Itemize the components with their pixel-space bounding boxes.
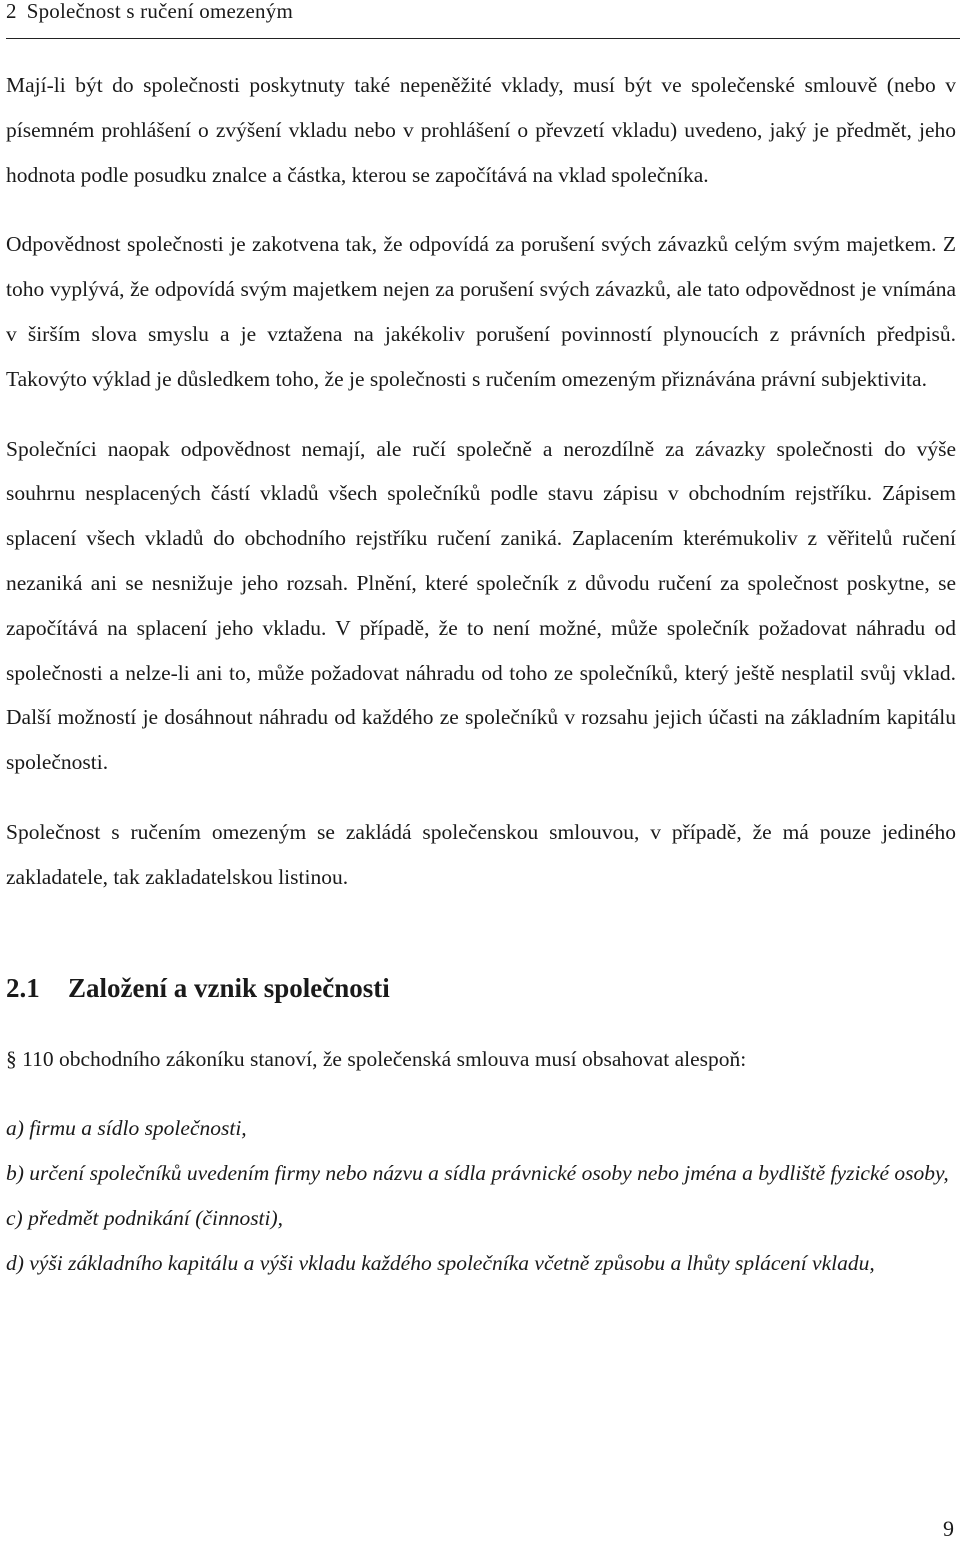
section-number: 2.1 bbox=[6, 972, 40, 1003]
page-number: 9 bbox=[943, 1516, 954, 1541]
chapter-title: Společnost s ručení omezeným bbox=[26, 0, 293, 23]
list-item-d: d) výši základního kapitálu a výši vkladu každého společníka včetně způsobu a lhůty splácení vkladu, bbox=[6, 1250, 875, 1275]
paragraph-partners-guarantee: Společníci naopak odpovědnost nemají, ale ručí společně a nerozdílně za závazky společnosti do výše souhrnu nesplacených částí vkladů všech společníků podle stavu zápisu v obchodním rejstříku. Zápisem splacení všech vkladů do obchodního rejstříku ručení zaniká. Zaplacením kterémukoliv z věřitelů ručení nezaniká ani se nesnižuje jeho rozsah. Plnění, které společník z důvodu ručení za společnost poskytne, se započítává na splacení jeho vkladu. V případě, že to není možné, může společník požadovat náhradu od společnosti a nelze-li ani to, může požadovat náhradu od toho ze společníků, který ještě nesplatil svůj vklad. Další možností je dosáhnout náhradu od každého ze společníků v rozsahu jejich účasti na základním kapitálu společnosti. bbox=[6, 436, 956, 775]
paragraph-non-monetary-contributions: Mají-li být do společnosti poskytnuty také nepeněžité vklady, musí být ve společenské smlouvě (nebo v písemném prohlášení o zvýšení vkladu nebo v prohlášení o převzetí vkladu) uvedeno, jaký je předmět, jeho hodnota podle posudku znalce a částka, kterou se započítává na vklad společníka. bbox=[6, 73, 956, 187]
paragraph-company-liability: Odpovědnost společnosti je zakotvena tak, že odpovídá za porušení svých závazků celým svým majetkem. Z toho vyplývá, že odpovídá svým majetkem nejen za porušení svých závazků, ale tato odpovědnost je vnímána v širším slova smyslu a je vztažena na jakékoliv porušení povinností plynoucích z právních předpisů. Takovýto výklad je důsledkem toho, že je společnosti s ručením omezeným přiznávána právní subjektivita. bbox=[6, 232, 956, 391]
list-item-c: c) předmět podnikání (činnosti), bbox=[6, 1205, 284, 1230]
section-title: Založení a vznik společnosti bbox=[68, 972, 390, 1003]
list-item-b: b) určení společníků uvedením firmy nebo názvu a sídla právnické osoby nebo jména a bydliště fyzické osoby, bbox=[6, 1161, 949, 1186]
chapter-number: 2 bbox=[6, 0, 17, 23]
page-content bbox=[6, 63, 956, 1286]
section-intro: § 110 obchodního zákoníku stanoví, že společenská smlouva musí obsahovat alespoň: bbox=[6, 1046, 747, 1071]
section-heading bbox=[6, 966, 956, 1010]
running-header bbox=[6, 0, 960, 39]
paragraph-founding-document: Společnost s ručením omezeným se zakládá společenskou smlouvou, v případě, že má pouze jediného zakladatele, tak zakladatelskou listinou. bbox=[6, 819, 956, 889]
list-item-a: a) firmu a sídlo společnosti, bbox=[6, 1116, 247, 1141]
